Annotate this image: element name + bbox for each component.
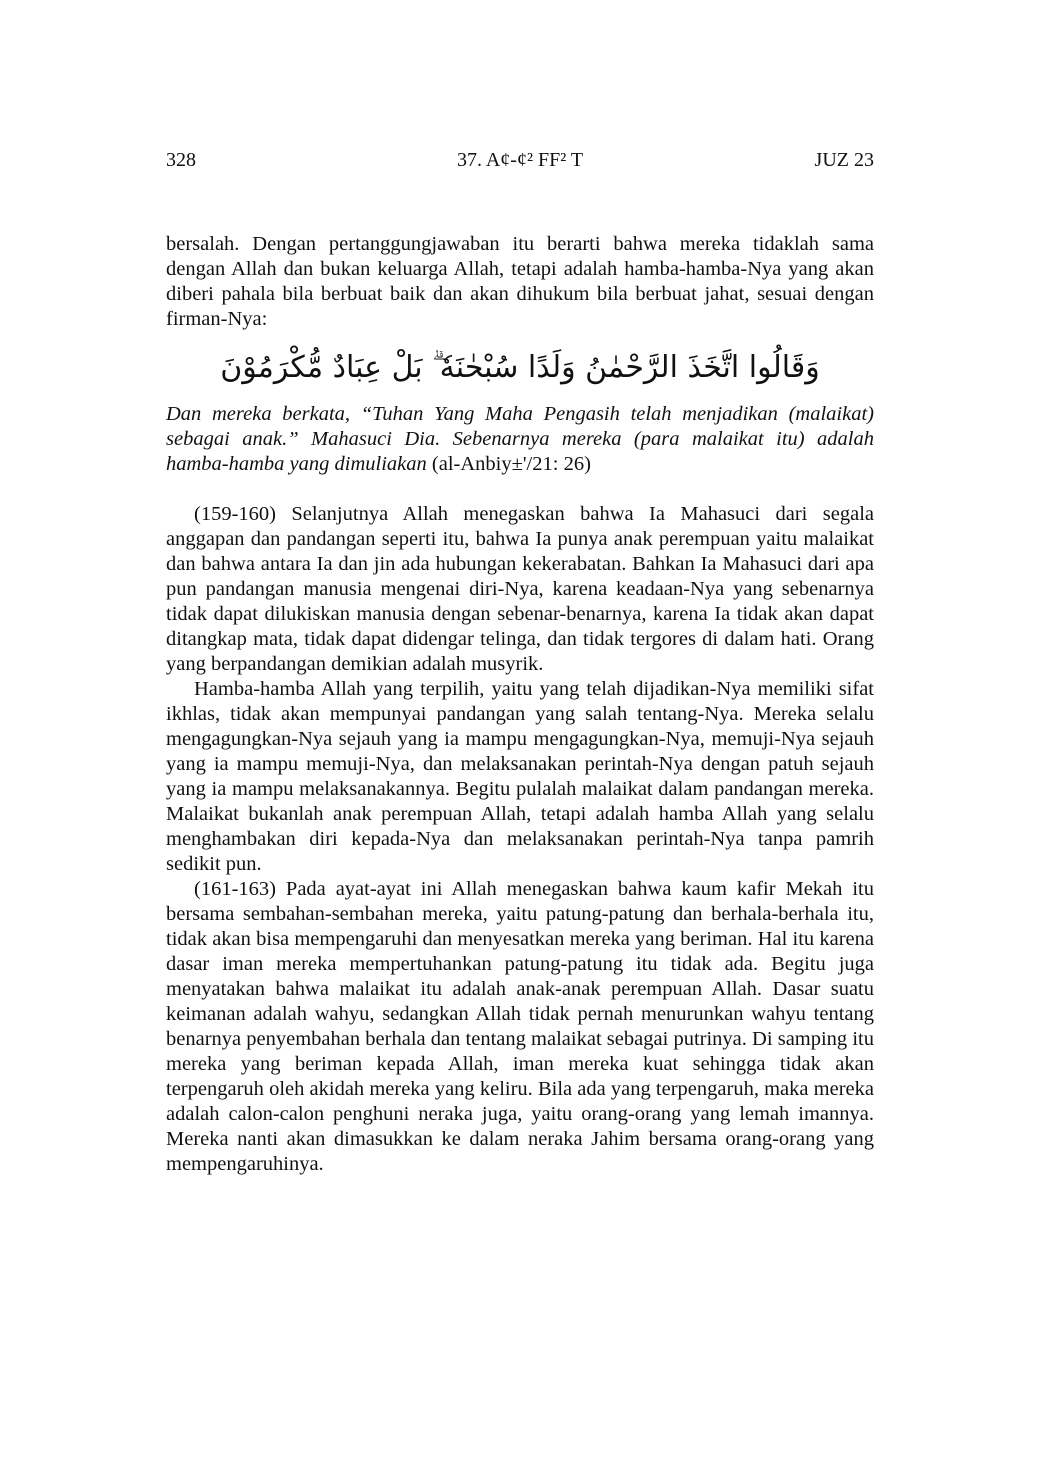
page-body [166,232,874,1177]
arabic-verse: وَقَالُوا اتَّخَذَ الرَّحْمٰنُ وَلَدًا سُبْحٰنَهٗ ۗ بَلْ عِبَادٌ مُّكْرَمُوْنَ [220,350,820,385]
paragraph-159-160: (159-160) Selanjutnya Allah menegaskan bahwa Ia Mahasuci dari segala anggapan dan pandangan seperti itu, bahwa Ia punya anak perempuan yaitu malaikat dan bahwa antara Ia dan jin ada hubungan kekerabatan. Bahkan Ia Mahasuci dari apa pun pandangan manusia mengenai diri-Nya, karena keadaan-Nya yang sebenarnya tidak dapat dilukiskan manusia dengan sebenar-benarnya, karena Ia tidak akan dapat ditangkap mata, tidak dapat didengar telinga, dan tidak tergores di dalam hati. Orang yang berpandangan demikian adalah musyrik. [166,503,874,675]
surah-title: 37. A¢-¢² FF² T [456,149,584,171]
paragraph-gap [166,477,874,502]
page-header [166,146,874,174]
translation-text: Dan mereka berkata, “Tuhan Yang Maha Pengasih telah menjadikan (malaikat) sebagai anak.” Mahasuci Dia. Sebenarnya mereka (para malaikat itu) adalah hamba-hamba yang dimuliakan [166,403,874,475]
paragraph-161-163: (161-163) Pada ayat-ayat ini Allah menegaskan bahwa kaum kafir Mekah itu bersama sembahan-sembahan mereka, yaitu patung-patung dan berhala-berhala itu, tidak akan bisa mempengaruhi dan menyesatkan mereka yang beriman. Hal itu karena dasar iman mereka mempertuhankan patung-patung itu tidak ada. Begitu juga menyatakan bahwa malaikat itu adalah anak-anak perempuan Allah. Dasar suatu keimanan adalah wahyu, sedangkan Allah tidak pernah menurunkan wahyu tentang benarnya penyembahan berhala dan tentang malaikat sebagai putrinya. Di samping itu mereka yang beriman kepada Allah, iman mereka kuat sehingga tidak akan terpengaruh oleh akidah mereka yang keliru. Bila ada yang terpengaruh, maka mereka adalah calon-calon penghuni neraka juga, yaitu orang-orang yang lemah imannya. Mereka nanti akan dimasukkan ke dalam neraka Jahim bersama orang-orang yang mempengaruhinya. [166,878,874,1175]
document-page [166,146,874,1177]
verse-translation [166,402,874,477]
page-number: 328 [166,149,196,171]
paragraph-hamba-allah: Hamba-hamba Allah yang terpilih, yaitu yang telah dijadikan-Nya memiliki sifat ikhlas, tidak akan mempunyai pandangan yang salah tentang-Nya. Mereka selalu mengagungkan-Nya sejauh yang ia mampu mengagungkan-Nya, memuji-Nya sejauh yang ia mampu memuji-Nya, dan melaksanakan perintah-Nya dengan patuh sejauh yang ia mampu melaksanakannya. Begitu pulalah malaikat dalam pandangan mereka. Malaikat bukanlah anak perempuan Allah, tetapi adalah hamba Allah yang selalu menghambakan diri kepada-Nya dan melaksanakan perintah-Nya tanpa pamrih sedikit pun. [166,678,874,875]
paragraph-intro: bersalah. Dengan pertanggungjawaban itu berarti bahwa mereka tidaklah sama dengan Allah dan bukan keluarga Allah, tetapi adalah hamba-hamba-Nya yang akan diberi pahala bila berbuat baik dan akan dihukum bila berbuat jahat, sesuai dengan firman-Nya: [166,233,874,330]
verse-reference: (al-Anbiy±'/21: 26) [426,453,591,475]
juz-label: JUZ 23 [814,149,874,171]
